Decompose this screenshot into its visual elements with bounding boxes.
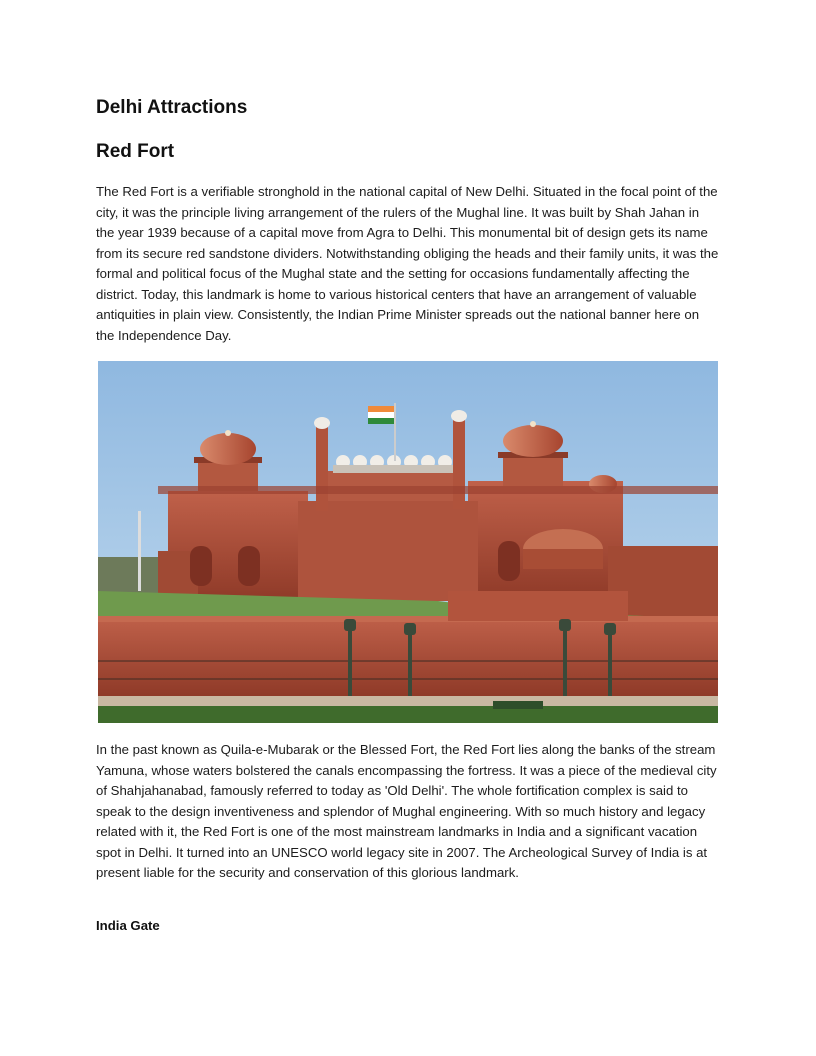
section-heading-india-gate: India Gate bbox=[96, 918, 160, 933]
red-fort-paragraph-2: In the past known as Quila-e-Mubarak or the Blessed Fort, the Red Fort lies along the banks of the stream Yamuna, whose waters bolstered the canals encompassing the fortress. It was a piece of the medieval city of Shahjahanabad, famously referred to today as 'Old Delhi'. The whole fortification complex is said to speak to the design inventiveness and splendor of Mughal engineering. With so much history and legacy related with it, the Red Fort is one of the most mainstream landmarks in India and a significant vacation spot in Delhi. It turned into an UNESCO world legacy site in 2007. The Archeological Survey of India is at present liable for the security and conservation of this glorious landmark. bbox=[96, 742, 717, 880]
document-title: Delhi Attractions bbox=[96, 97, 248, 118]
red-fort-photo bbox=[98, 361, 718, 723]
section-heading-red-fort: Red Fort bbox=[96, 141, 175, 162]
red-fort-paragraph-1: The Red Fort is a verifiable stronghold in the national capital of New Delhi. Situated in the focal point of the city, it was the principle living arrangement of the rulers of the Mughal line. It was built by Shah Jahan in the year 1939 because of a capital move from Agra to Delhi. This monumental bit of design gets its name from its secure red sandstone dividers. Notwithstanding obliging the heads and their family units, it was the formal and political focus of the Mughal state and the setting for occasions fundamentally affecting the district. Today, this landmark is home to various historical centers that have an arrangement of valuable antiquities in plain view. Consistently, the Indian Prime Minister spreads out the national banner here on the Independence Day. bbox=[96, 184, 719, 343]
